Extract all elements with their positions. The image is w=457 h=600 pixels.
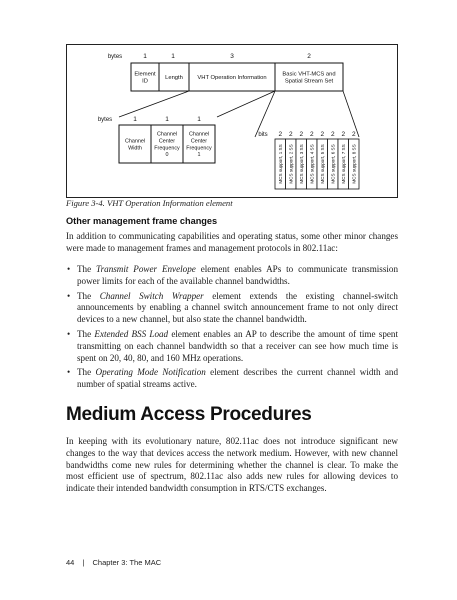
byte-count: 1: [197, 116, 201, 123]
vht-operation-info-field-label: VHT Operation Information: [197, 75, 267, 82]
expand-line: [255, 91, 275, 137]
mcs-support-label: MCS support, 7 SS: [340, 144, 346, 184]
list-item: • The Transmit Power Envelope element enables APs to communicate transmission power limits for each of the available channel bandwidths.: [67, 264, 398, 286]
expand-line: [217, 91, 275, 117]
bit-count: 2: [330, 131, 335, 138]
bullet-icon: •: [67, 367, 71, 378]
channel-width-field-label: Width: [128, 145, 142, 152]
body-paragraph: In keeping with its evolutionary nature, 802.11ac does not introduce significant new changes to the way that devices access the network medium. However, with new channel bandwidths come new rules for determining whether the channel is clear. To make the most efficient use of spectrum, 802.11ac also adds new rules for allowing devices to indicate their intended bandwidth consumption in RTS/CTS exchanges.: [66, 436, 398, 494]
expand-line: [119, 91, 189, 117]
section-heading: Medium Access Procedures: [66, 404, 312, 425]
length-field-label: Length: [165, 75, 183, 82]
list-item: • The Operating Mode Notification element describes the current channel width and number of spatial streams active.: [67, 367, 398, 390]
mcs-support-label: MCS support, 3 SS: [298, 144, 304, 184]
element-name: Extended BSS Load: [94, 328, 169, 339]
mcs-support-label: MCS support, 6 SS: [330, 144, 336, 184]
byte-count: 3: [230, 53, 234, 60]
channel-center-freq-1-field-label: Center: [190, 138, 208, 145]
channel-center-freq-0-field-label: 0: [165, 152, 169, 159]
element-id-field-label: ID: [142, 78, 148, 85]
channel-width-field-label: Channel: [124, 138, 146, 145]
mcs-support-label: MCS support, 5 SS: [319, 144, 325, 184]
channel-center-freq-1-field-label: 1: [197, 152, 201, 159]
footer-separator: |: [82, 558, 85, 567]
channel-center-freq-0-field-label: Center: [158, 138, 176, 145]
channel-center-freq-1-field-label: Frequency: [186, 145, 212, 152]
list-item: • The Channel Switch Wrapper element extends the existing channel-switch announcements by enabling a channel switch announcement frame to not only direct devices to a new channel, but also state the channel bandwidth.: [67, 290, 398, 325]
bit-count: 2: [299, 131, 304, 138]
bit-count: 2: [288, 131, 293, 138]
bullet-icon: •: [67, 328, 71, 339]
bullet-icon: •: [67, 264, 71, 274]
bullet-list: [66, 264, 398, 394]
channel-center-freq-0-field-label: Frequency: [154, 145, 180, 152]
bit-count: 2: [278, 131, 283, 138]
bullet-icon: •: [67, 290, 71, 301]
element-name: Operating Mode Notification: [95, 367, 206, 378]
list-item: • The Extended BSS Load element enables an AP to describe the amount of time spent transmitting on each channel bandwidth so that a receiver can see how much time is spent on 20, 40, 80, and 160 MHz operations.: [67, 328, 398, 363]
basic-vht-mcs-field-label: Basic VHT-MCS and: [282, 71, 336, 78]
intro-paragraph: In addition to communicating capabilities and operating status, some other minor changes were made to management frames and management protocols in 802.11ac:: [66, 231, 398, 253]
bytes-label: bytes: [97, 117, 113, 123]
byte-count: 1: [165, 116, 169, 123]
byte-count: 2: [307, 53, 311, 60]
byte-count: 1: [171, 53, 175, 60]
bit-count: 2: [309, 131, 314, 138]
mcs-support-label: MCS support, 8 SS: [351, 144, 357, 184]
bit-count: 2: [341, 131, 346, 138]
figure-vht-operation: [66, 44, 398, 198]
chapter-title: Chapter 3: The MAC: [92, 558, 162, 567]
mcs-support-label: MCS support, 1 SS: [277, 144, 283, 184]
mcs-support-label: MCS support, 2 SS: [288, 144, 294, 184]
byte-count: 1: [143, 53, 147, 60]
element-name: Transmit Power Envelope: [96, 264, 196, 274]
page-footer: [66, 558, 167, 567]
bit-count: 2: [351, 131, 356, 138]
figure-caption: Figure 3-4. VHT Operation Information element: [66, 198, 233, 208]
bytes-label: bytes: [107, 54, 123, 60]
channel-center-freq-1-field-label: Channel: [188, 131, 210, 138]
bits-label: bits: [258, 132, 268, 138]
element-id-field-label: Element: [134, 71, 156, 78]
basic-vht-mcs-field-label: Spatial Stream Set: [284, 78, 334, 85]
page-number: 44: [66, 558, 75, 567]
channel-center-freq-0-field-label: Channel: [156, 131, 178, 138]
vht-operation-diagram: [67, 45, 397, 197]
bit-count: 2: [320, 131, 325, 138]
byte-count: 1: [133, 116, 137, 123]
mcs-support-label: MCS support, 4 SS: [309, 144, 315, 184]
subsection-heading: Other management frame changes: [66, 216, 218, 226]
element-name: Channel Switch Wrapper: [99, 290, 204, 301]
